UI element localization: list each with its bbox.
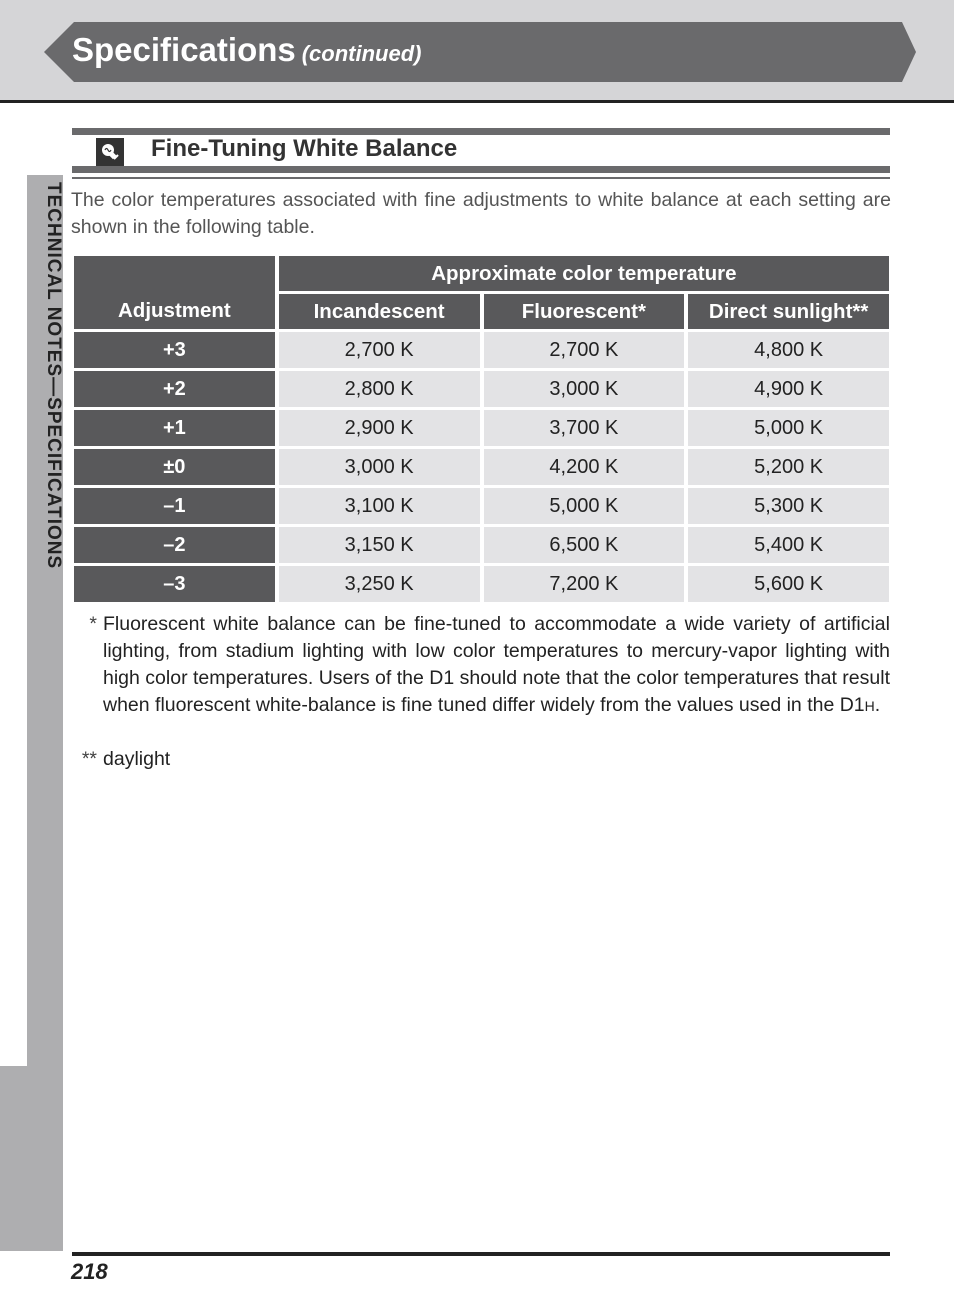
table-cell: 6,500 K <box>484 527 685 563</box>
adjustment-cell: ±0 <box>74 449 275 485</box>
footnote-model-suffix: H <box>864 698 875 714</box>
adjustment-cell: –1 <box>74 488 275 524</box>
lightbulb-icon <box>96 138 124 166</box>
table-row <box>74 449 889 485</box>
table-cell: 2,700 K <box>279 332 480 368</box>
adjustment-header: Adjustment <box>74 256 275 329</box>
footer-rule <box>72 1252 890 1256</box>
table-cell: 3,000 K <box>279 449 480 485</box>
section-rule-bottom-thin <box>72 177 890 179</box>
table-cell: 3,250 K <box>279 566 480 602</box>
footnote-text-body: Fluorescent white balance can be fine-tuned to accommodate a wide variety of artificial lighting, from stadium lighting with low color temperatures to mercury-vapor lighting with high color temperatures. Users of the D1 should note that the color temperatures that result when fluorescent white-balance is fine tuned differ widely from the values used in the D1 <box>103 613 890 716</box>
side-tab-edge <box>0 1066 27 1251</box>
table-cell: 2,900 K <box>279 410 480 446</box>
header-rule <box>0 100 954 103</box>
side-tab-label: TECHNICAL NOTES—SPECIFICATIONS <box>43 182 64 570</box>
column-header: Direct sunlight** <box>688 294 889 329</box>
table-cell: 4,900 K <box>688 371 889 407</box>
adjustment-cell: +2 <box>74 371 275 407</box>
adjustment-cell: +1 <box>74 410 275 446</box>
table-row <box>74 488 889 524</box>
section-rule-bottom <box>72 166 890 173</box>
table-row <box>74 566 889 602</box>
table-cell: 5,300 K <box>688 488 889 524</box>
table-row <box>74 410 889 446</box>
table-cell: 3,100 K <box>279 488 480 524</box>
adjustment-cell: –3 <box>74 566 275 602</box>
table-cell: 4,800 K <box>688 332 889 368</box>
table-cell: 3,000 K <box>484 371 685 407</box>
table-cell: 5,400 K <box>688 527 889 563</box>
adjustment-cell: –2 <box>74 527 275 563</box>
table-cell: 5,200 K <box>688 449 889 485</box>
page-title-text: Specifications <box>72 31 296 68</box>
table-cell: 7,200 K <box>484 566 685 602</box>
section-title: Fine-Tuning White Balance <box>151 135 458 162</box>
intro-paragraph: The color temperatures associated with fine adjustments to white balance at each setting are shown in the following table. <box>71 189 891 238</box>
table-row <box>74 527 889 563</box>
footnote-fluorescent <box>72 611 890 720</box>
column-header: Fluorescent* <box>484 294 685 329</box>
table-cell: 2,800 K <box>279 371 480 407</box>
page-title <box>72 26 422 78</box>
footnote-mark: * <box>89 613 97 635</box>
adjustment-cell: +3 <box>74 332 275 368</box>
table-cell: 2,700 K <box>484 332 685 368</box>
table-cell: 5,600 K <box>688 566 889 602</box>
table-row <box>74 371 889 407</box>
page-subtitle: (continued) <box>301 41 422 66</box>
table-row <box>74 332 889 368</box>
footnote-text: daylight <box>103 748 171 770</box>
color-temperature-table <box>70 253 893 605</box>
footnote-text <box>103 611 890 720</box>
table-cell: 5,000 K <box>688 410 889 446</box>
table-cell: 5,000 K <box>484 488 685 524</box>
table-cell: 3,150 K <box>279 527 480 563</box>
column-header: Incandescent <box>279 294 480 329</box>
group-header: Approximate color temperature <box>279 256 889 291</box>
footnote-end: . <box>874 694 881 716</box>
table-cell: 3,700 K <box>484 410 685 446</box>
page-number: 218 <box>71 1259 108 1284</box>
footnote-daylight <box>72 746 890 773</box>
table-cell: 4,200 K <box>484 449 685 485</box>
footnote-mark: ** <box>81 748 97 770</box>
